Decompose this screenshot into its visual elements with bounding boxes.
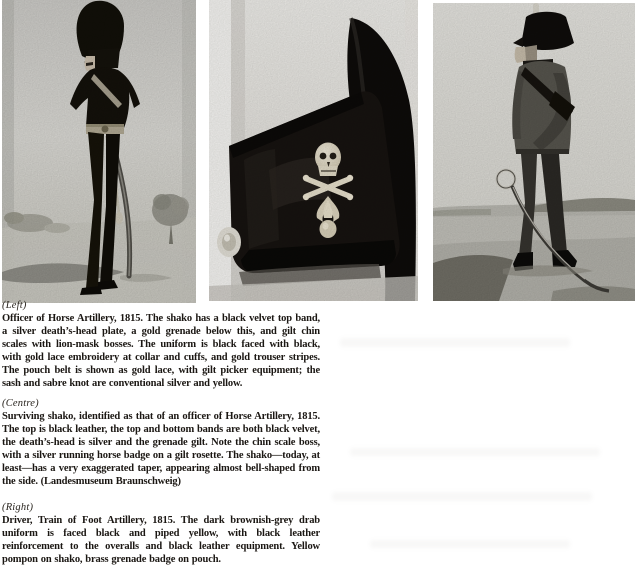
page-showthrough <box>340 338 570 347</box>
caption-label-centre: (Centre) <box>2 398 39 410</box>
officer-horse-artillery-illustration <box>2 0 196 303</box>
caption-text-right: Driver, Train of Foot Artillery, 1815. The dark brownish-grey drab uniform is faced black and piped yellow, with black leather reinforcement to the overalls and black leather equipment. Yellow pompon on shako, brass grenade badge on pouch. <box>2 514 320 565</box>
caption-right <box>2 502 320 567</box>
surviving-shako-photograph <box>209 0 418 301</box>
caption-label-left: (Left) <box>2 300 27 311</box>
figure-right-driver-plate <box>433 3 635 301</box>
page-showthrough <box>332 492 592 501</box>
page-showthrough <box>370 540 570 548</box>
caption-text-left: Officer of Horse Artillery, 1815. The shako has a black velvet top band, a silver death’s-head plate, a gold grenade below this, and gilt chin scales with lion-mask bosses. The uniform is black faced with black, with gold lace embroidery at collar and cuffs, and gold trouser stripes. The pouch belt is shown as gold lace, with gilt picker equipment; the sash and sabre knot are conventional silver and yellow. <box>2 313 320 389</box>
page-showthrough <box>350 448 600 456</box>
figure-left-officer-plate <box>2 0 196 303</box>
caption-centre <box>2 398 320 488</box>
driver-foot-artillery-illustration <box>433 3 635 301</box>
caption-left <box>2 300 320 390</box>
caption-column <box>2 300 320 567</box>
figure-centre-shako-photo <box>209 0 418 301</box>
caption-label-right: (Right) <box>2 501 34 513</box>
caption-text-centre: Surviving shako, identified as that of an officer of Horse Artillery, 1815. The top is black leather, the top and bottom bands are both black velvet, the death’s-head is silver and the grenade gilt. Note the chin scale boss, with a silver running horse badge on a gilt rosette. The shako—today, at least—has a very exaggerated taper, appearing almost bell-shaped from the side. (Landesmuseum Braunschweig) <box>2 411 320 487</box>
